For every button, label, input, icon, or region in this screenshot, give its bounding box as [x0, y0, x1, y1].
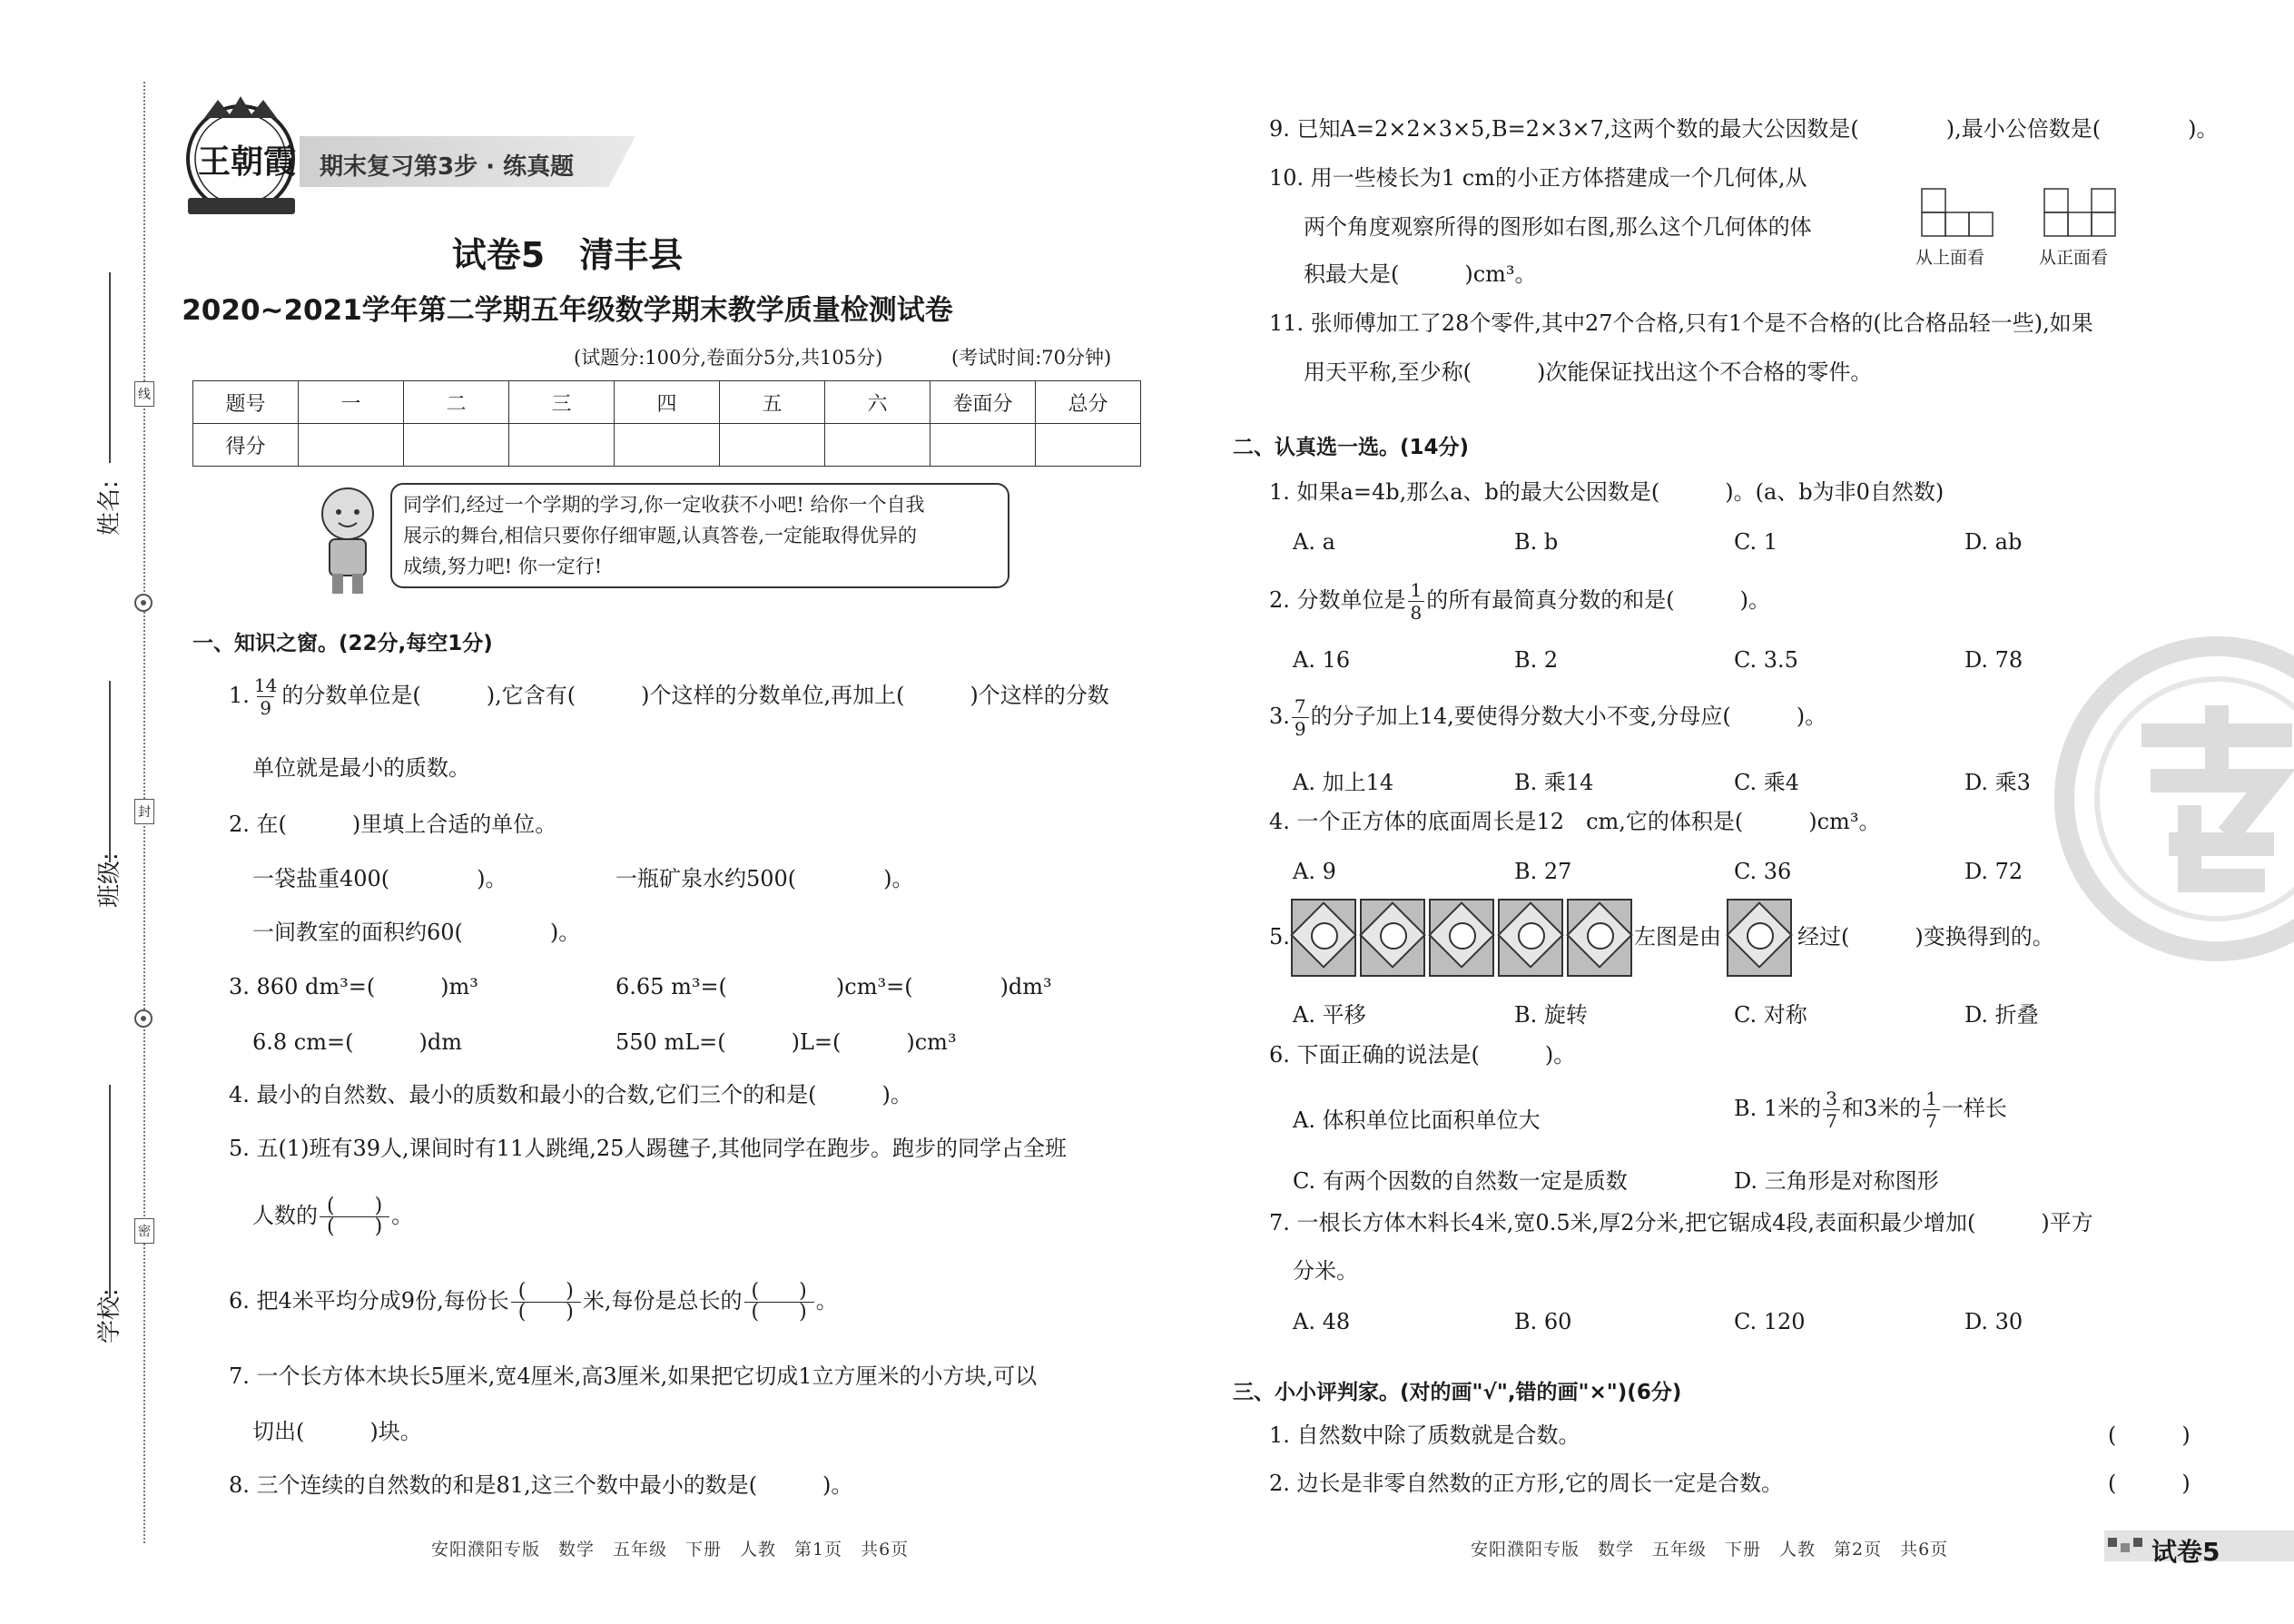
- numerator: 14: [253, 674, 278, 696]
- binding-hole-icon: [133, 1008, 154, 1029]
- pattern-tile-single: [1727, 899, 1792, 977]
- question-s3-2: 2. 边长是非零自然数的正方形,它的周长一定是合数。: [1269, 1471, 1784, 1496]
- fraction: [251, 676, 280, 717]
- option-c[interactable]: C. 乘4: [1734, 770, 1800, 795]
- table-cell: 一: [299, 381, 404, 424]
- denominator: 9: [1292, 717, 1309, 738]
- denominator: 9: [257, 696, 274, 717]
- question-3a: 3. 860 dm³=( )m³: [229, 974, 478, 999]
- option-text: 一样长: [1941, 1096, 2007, 1121]
- class-label: 班级:: [96, 852, 123, 908]
- question-2a: 一袋盐重400( )。: [252, 866, 507, 891]
- table-cell: 总分: [1036, 381, 1141, 424]
- question-5-cont: 人数的 ( ) ( ) 。: [252, 1195, 414, 1238]
- option-text: B. 1米的: [1734, 1096, 1822, 1121]
- table-cell: 四: [615, 381, 720, 424]
- question-1: [229, 676, 1109, 717]
- numerator: 7: [1294, 695, 1306, 717]
- option-c[interactable]: C. 3.5: [1734, 647, 1798, 673]
- option-b[interactable]: B. 乘14: [1514, 770, 1594, 795]
- tag-square: [2121, 1543, 2130, 1552]
- option-c[interactable]: C. 对称: [1734, 1002, 1807, 1028]
- question-text: 的分数单位是( ),它含有( )个这样的分数单位,再加上( )个这样的分数: [281, 683, 1109, 708]
- tag-square: [2133, 1538, 2142, 1547]
- question-4: 4. 最小的自然数、最小的质数和最小的合数,它们三个的和是( )。: [229, 1082, 912, 1107]
- score-cell[interactable]: [509, 424, 615, 467]
- fraction-blank[interactable]: ( ) ( ): [511, 1282, 581, 1323]
- numerator: 3: [1826, 1088, 1837, 1109]
- numerator: 1: [1410, 579, 1423, 601]
- footer-right: 安阳濮阳专版 数学 五年级 下册 人教 第2页 共6页: [1471, 1540, 1949, 1560]
- denominator: 7: [1823, 1109, 1840, 1130]
- question-10a: 10. 用一些棱长为1 cm的小正方体搭建成一个几何体,从: [1269, 165, 1807, 191]
- option-c[interactable]: C. 有两个因数的自然数一定是质数: [1293, 1168, 1628, 1194]
- question-5: 5. 五(1)班有39人,课间时有11人跳绳,25人踢毽子,其他同学在跑步。跑步的同学占全班: [229, 1136, 1068, 1161]
- option-c[interactable]: C. 1: [1734, 529, 1778, 555]
- fraction: [1923, 1089, 1940, 1130]
- brand-logo-text: 王朝霞: [198, 143, 297, 181]
- question-6: 6. 把4米平均分成9份,每份长 ( ) ( ) 米,每份是总长的 ( ) ( ) 。: [229, 1280, 838, 1324]
- footer-left: 安阳濮阳专版 数学 五年级 下册 人教 第1页 共6页: [431, 1540, 910, 1560]
- exam-number-title: 试卷5 清丰县: [451, 235, 684, 275]
- question-number: 1.: [229, 683, 250, 708]
- score-cell[interactable]: [720, 424, 825, 467]
- question-s2-7-cont: 分米。: [1293, 1258, 1358, 1284]
- option-a[interactable]: A. 16: [1293, 647, 1351, 673]
- question-s2-6: 6. 下面正确的说法是( )。: [1269, 1042, 1576, 1068]
- exam-title: 2020~2021学年第二学期五年级数学期末教学质量检测试卷: [182, 294, 953, 327]
- option-d[interactable]: D. 72: [1964, 859, 2023, 884]
- question-text: 人数的: [252, 1203, 318, 1228]
- fraction: [1823, 1089, 1840, 1130]
- option-a[interactable]: A. 平移: [1293, 1002, 1366, 1028]
- question-s3-1: 1. 自然数中除了质数就是合数。: [1269, 1422, 1580, 1448]
- table-cell: 六: [825, 381, 930, 424]
- question-3d: 550 mL=( )L=( )cm³: [615, 1029, 957, 1055]
- seal-mark-line: 线: [134, 381, 154, 407]
- question-3b: 6.65 m³=( )cm³=( )dm³: [615, 974, 1052, 999]
- pattern-tile: [1567, 899, 1632, 977]
- question-s2-1: 1. 如果a=4b,那么a、b的最大公因数是( )。(a、b为非0自然数): [1269, 479, 1944, 505]
- question-2b: 一瓶矿泉水约500( )。: [615, 866, 914, 891]
- question-s2-2: [1269, 581, 1770, 622]
- seal-mark-seal: 封: [134, 799, 154, 824]
- option-b[interactable]: B. 旋转: [1514, 1002, 1588, 1028]
- option-d[interactable]: D. ab: [1964, 529, 2023, 555]
- option-a[interactable]: A. 体积单位比面积单位大: [1293, 1107, 1541, 1133]
- option-d[interactable]: D. 乘3: [1964, 770, 2031, 795]
- question-10c: 积最大是( )cm³。: [1304, 261, 1537, 287]
- option-d[interactable]: D. 30: [1964, 1309, 2023, 1334]
- denominator: 8: [1408, 601, 1425, 622]
- table-cell: 得分: [193, 424, 299, 467]
- question-s2-5-number: 5.: [1269, 924, 1290, 950]
- seal-mark-secret: 密: [134, 1218, 154, 1244]
- question-s2-5-post: 经过( )变换得到的。: [1797, 924, 2054, 950]
- score-table-score-row: [193, 424, 1141, 467]
- score-cell[interactable]: [299, 424, 404, 467]
- pattern-tile: [1429, 899, 1494, 977]
- school-label: 学校:: [96, 1288, 123, 1343]
- question-s2-7: 7. 一根长方体木料长4米,宽0.5米,厚2分米,把它锯成4段,表面积最少增加( )平方: [1269, 1210, 2093, 1235]
- fraction: [1292, 697, 1309, 738]
- score-cell[interactable]: [930, 424, 1036, 467]
- option-b[interactable]: B. 27: [1514, 859, 1572, 884]
- score-table: [192, 380, 1141, 467]
- score-table-header-row: [193, 381, 1141, 424]
- table-cell: 题号: [193, 381, 299, 424]
- fraction-blank[interactable]: ( ) ( ): [320, 1196, 389, 1237]
- question-text: 米,每份是总长的: [582, 1288, 743, 1314]
- question-2: 2. 在( )里填上合适的单位。: [229, 812, 557, 837]
- question-7: 7. 一个长方体木块长5厘米,宽4厘米,高3厘米,如果把它切成1立方厘米的小方块,可以: [229, 1363, 1038, 1389]
- section-3-title: 三、小小评判家。(对的画"√",错的画"×")(6分): [1233, 1381, 1682, 1404]
- answer-paren[interactable]: ( ): [2108, 1471, 2191, 1496]
- speech-line: 同学们,经过一个学期的学习,你一定收获不小吧! 给你一个自我: [403, 494, 925, 516]
- pattern-tile: [1360, 899, 1425, 977]
- secret-seal-watermark-icon: [2053, 635, 2294, 962]
- question-number: 3.: [1269, 704, 1290, 729]
- option-d[interactable]: D. 三角形是对称图形: [1734, 1168, 1939, 1194]
- table-cell: 二: [404, 381, 509, 424]
- score-cell[interactable]: [1036, 424, 1141, 467]
- top-view-diagram: [1920, 187, 1997, 238]
- school-blank[interactable]: [109, 1085, 111, 1298]
- option-c[interactable]: C. 36: [1734, 859, 1792, 884]
- question-7-cont: 切出( )块。: [252, 1419, 422, 1444]
- section-1-title: 一、知识之窗。(22分,每空1分): [192, 632, 493, 655]
- option-a[interactable]: A. a: [1293, 529, 1335, 555]
- option-d[interactable]: D. 折叠: [1964, 1002, 2039, 1028]
- binding-hole-icon: [133, 592, 154, 614]
- option-c[interactable]: C. 120: [1734, 1309, 1806, 1334]
- tag-square: [2108, 1538, 2117, 1547]
- answer-paren[interactable]: ( ): [2108, 1422, 2191, 1448]
- denominator: 7: [1923, 1109, 1940, 1130]
- speech-line: 展示的舞台,相信只要你仔细审题,认真答卷,一定能取得优异的: [403, 525, 918, 546]
- option-b[interactable]: B. 2: [1514, 647, 1559, 673]
- front-view-label: 从正面看: [2039, 248, 2109, 268]
- score-cell[interactable]: [615, 424, 720, 467]
- question-text: 6. 把4米平均分成9份,每份长: [229, 1288, 509, 1314]
- front-view-diagram: [2043, 187, 2120, 238]
- option-b[interactable]: B. 60: [1514, 1309, 1572, 1334]
- pattern-tile: [1498, 899, 1563, 977]
- section-2-title: 二、认真选一选。(14分): [1233, 436, 1470, 459]
- table-cell: 卷面分: [930, 381, 1036, 424]
- top-view-label: 从上面看: [1915, 248, 1985, 268]
- score-info: (试题分:100分,卷面分5分,共105分): [574, 347, 883, 369]
- question-9: 9. 已知A=2×2×3×5,B=2×3×7,这两个数的最大公因数是( ),最小公倍数是( )。: [1269, 116, 2219, 142]
- option-a[interactable]: A. 48: [1293, 1309, 1351, 1334]
- fraction: [1408, 581, 1425, 622]
- numerator: 1: [1925, 1088, 1937, 1109]
- fraction-blank[interactable]: ( ) ( ): [744, 1282, 814, 1323]
- table-cell: 三: [509, 381, 615, 424]
- question-1-cont: 单位就是最小的质数。: [252, 755, 470, 781]
- question-text: 的分子加上14,要使得分数大小不变,分母应( )。: [1310, 704, 1827, 729]
- table-cell: 五: [720, 381, 825, 424]
- banner-text: 期末复习第3步 · 练真题: [320, 153, 575, 181]
- exam-tag: 试卷5: [2151, 1537, 2220, 1567]
- question-3c: 6.8 cm=( )dm: [252, 1029, 462, 1055]
- class-blank[interactable]: [109, 681, 111, 862]
- speech-bubble: [390, 483, 1009, 588]
- option-a[interactable]: A. 9: [1293, 859, 1336, 884]
- option-a[interactable]: A. 加上14: [1293, 770, 1394, 795]
- question-text: 的所有最简真分数的和是( )。: [1426, 587, 1770, 613]
- option-text: 和3米的: [1841, 1096, 1922, 1121]
- question-text: 2. 分数单位是: [1269, 587, 1406, 613]
- time-info: (考试时间:70分钟): [951, 347, 1112, 369]
- speech-line: 成绩,努力吧! 你一定行!: [403, 556, 603, 577]
- score-cell[interactable]: [825, 424, 930, 467]
- question-s2-5-mid: 左图是由: [1634, 924, 1721, 950]
- question-11a: 11. 张师傅加工了28个零件,其中27个合格,只有1个是不合格的(比合格品轻一些),如果: [1269, 310, 2093, 336]
- question-2c: 一间教室的面积约60( )。: [252, 920, 581, 945]
- score-cell[interactable]: [404, 424, 509, 467]
- question-10b: 两个角度观察所得的图形如右图,那么这个几何体的体: [1304, 214, 1812, 240]
- question-s2-4: 4. 一个正方体的底面周长是12 cm,它的体积是( )cm³。: [1269, 809, 1881, 834]
- question-8: 8. 三个连续的自然数的和是81,这三个数中最小的数是( )。: [229, 1472, 853, 1498]
- option-b[interactable]: [1734, 1089, 2007, 1130]
- student-mascot-icon: [307, 479, 389, 597]
- pattern-tile: [1291, 899, 1356, 977]
- question-11b: 用天平称,至少称( )次能保证找出这个不合格的零件。: [1304, 359, 1873, 385]
- option-b[interactable]: B. b: [1514, 529, 1559, 555]
- name-label: 姓名:: [96, 480, 123, 536]
- option-d[interactable]: D. 78: [1964, 647, 2023, 673]
- question-s2-3: [1269, 697, 1826, 738]
